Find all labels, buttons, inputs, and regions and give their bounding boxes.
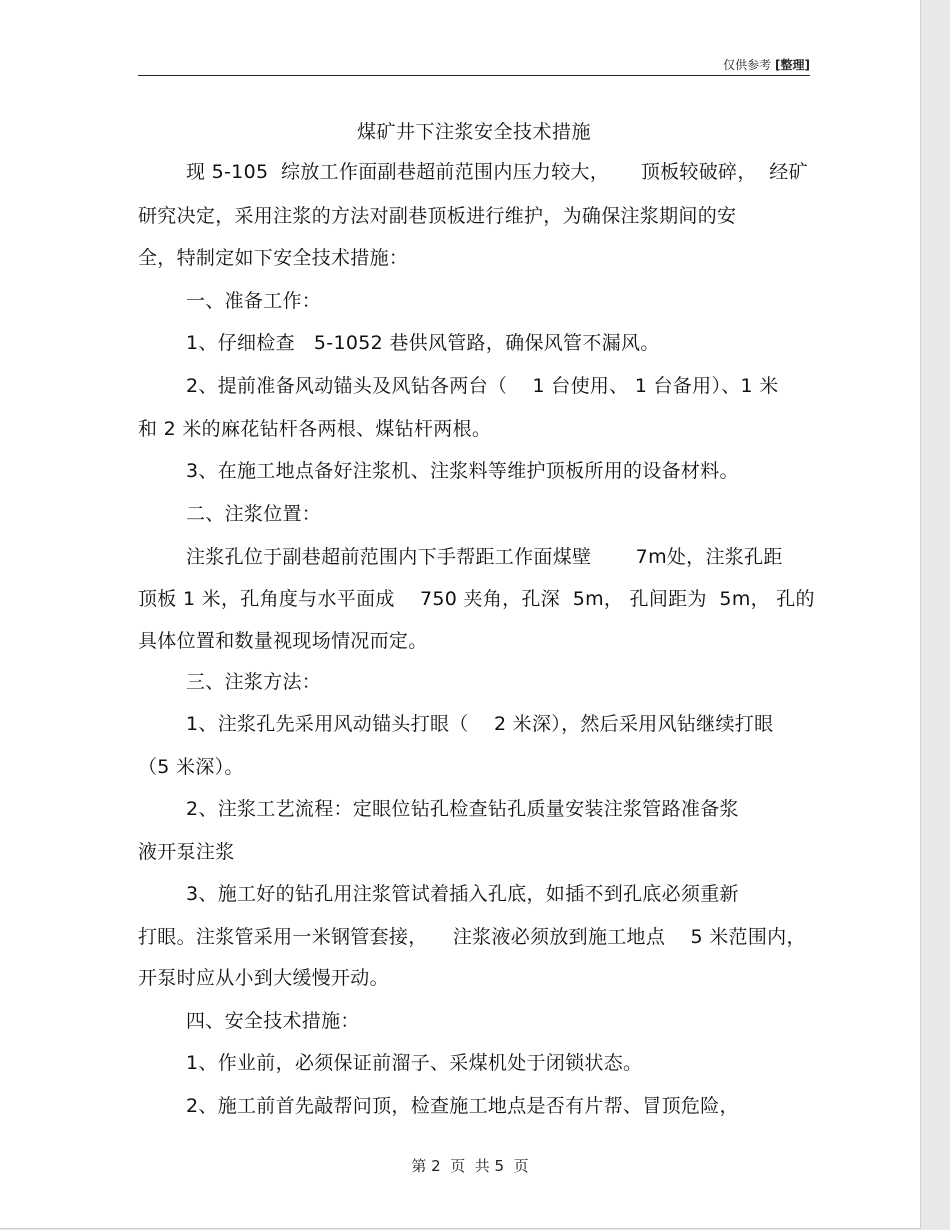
section-heading: 三、注浆方法： xyxy=(186,671,322,693)
body-line: 2、施工前首先敲帮问顶，检查施工地点是否有片帮、冒顶危险， xyxy=(186,1095,739,1117)
body-line: 3、施工好的钻孔用注浆管试着插入孔底，如插不到孔底必须重新 xyxy=(186,883,739,905)
body-line: 注浆孔位于副巷超前范围内下手帮距工作面煤壁 7m处，注浆孔距 xyxy=(186,546,783,568)
section-heading: 一、准备工作： xyxy=(186,290,322,312)
document-title: 煤矿井下注浆安全技术措施 xyxy=(356,121,591,143)
body-line: 1、仔细检查 5-1052 巷供风管路，确保风管不漏风。 xyxy=(186,332,660,354)
body-line: 具体位置和数量视现场情况而定。 xyxy=(138,630,428,652)
body-line: 2、注浆工艺流程：定眼位钻孔检查钻孔质量安装注浆管路准备浆 xyxy=(186,798,739,820)
body-line: 全，特制定如下安全技术措施： xyxy=(138,247,409,269)
body-line: （5 米深）。 xyxy=(138,756,244,778)
body-line: 2、提前准备风动锚头及风钻各两台（ 1 台使用、 1 台备用）、1 米 xyxy=(186,375,779,397)
header-tag: [整理] xyxy=(775,58,810,72)
header-rule xyxy=(138,75,810,76)
header-note-text: 仅供参考 xyxy=(723,58,772,72)
body-line: 1、注浆孔先采用风动锚头打眼（ 2 米深），然后采用风钻继续打眼 xyxy=(186,713,774,735)
body-line: 1、作业前，必须保证前溜子、采煤机处于闭锁状态。 xyxy=(186,1052,643,1074)
body-line: 研究决定，采用注浆的方法对副巷顶板进行维护，为确保注浆期间的安 xyxy=(138,205,737,227)
header-note xyxy=(723,56,810,73)
body-line: 液开泵注浆 xyxy=(138,841,235,863)
body-line: 3、在施工地点备好注浆机、注浆料等维护顶板所用的设备材料。 xyxy=(186,460,739,482)
page-footer: 第 2 页 共 5 页 xyxy=(411,1157,529,1175)
body-line: 现 5-105 综放工作面副巷超前范围内压力较大， 顶板较破碎， 经矿 xyxy=(186,161,808,183)
section-heading: 四、安全技术措施： xyxy=(186,1010,360,1032)
section-heading: 二、注浆位置： xyxy=(186,503,322,525)
body-line: 打眼。注浆管采用一米钢管套接， 注浆液必须放到施工地点 5 米范围内， xyxy=(138,926,806,948)
body-line: 顶板 1 米，孔角度与水平面成 750 夹角，孔深 5m， 孔间距为 5m， 孔的 xyxy=(138,588,815,610)
body-line: 和 2 米的麻花钻杆各两根、煤钻杆两根。 xyxy=(138,418,492,440)
body-line: 开泵时应从小到大缓慢开动。 xyxy=(138,967,389,989)
